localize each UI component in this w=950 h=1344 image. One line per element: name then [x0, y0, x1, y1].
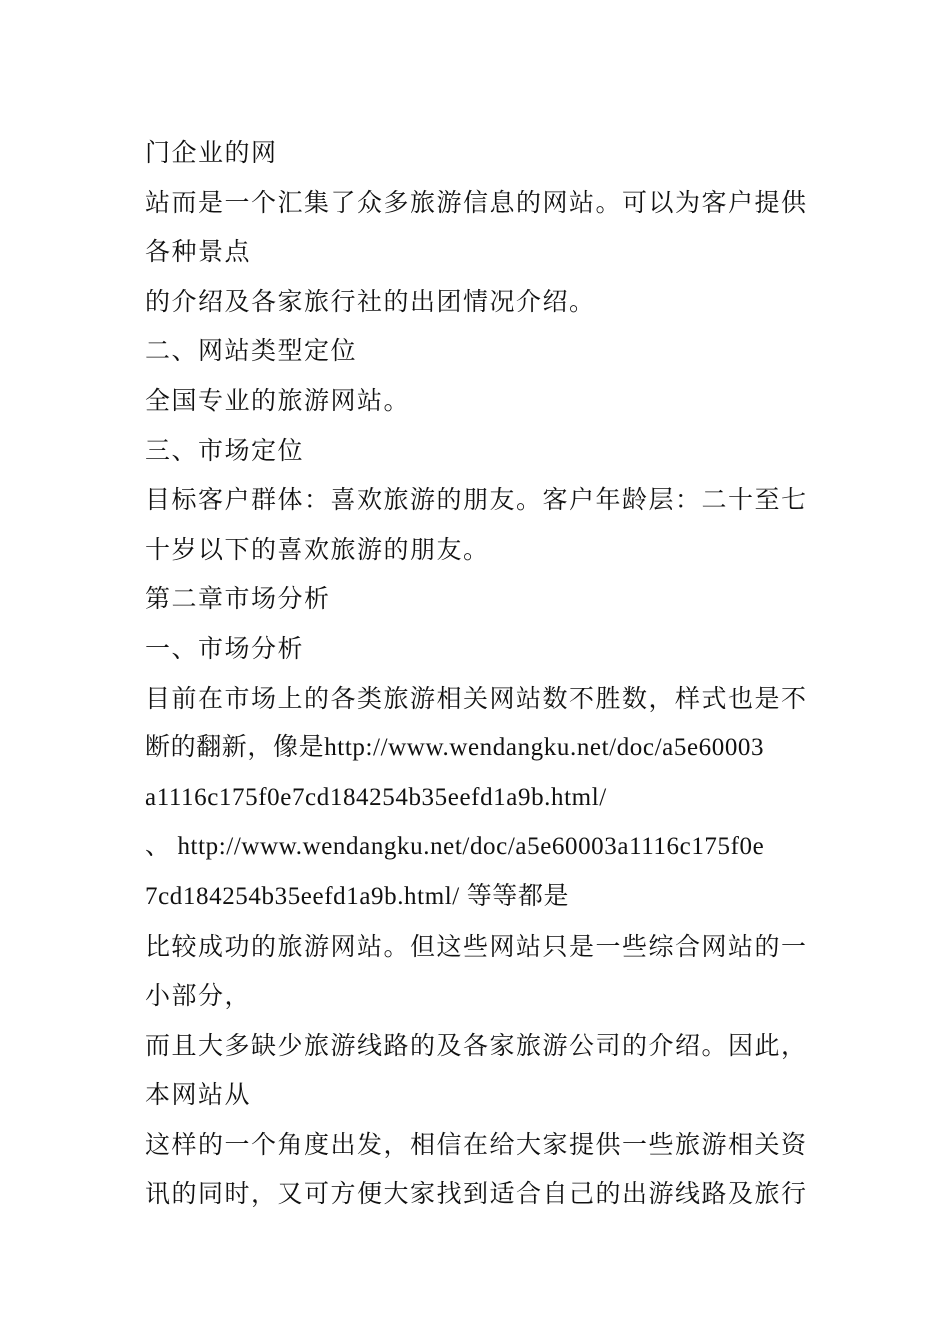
text-line: 而且大多缺少旅游线路的及各家旅游公司的介绍。因此，	[145, 1030, 808, 1060]
section-heading: 一、市场分析	[145, 633, 305, 663]
text-line-with-url: 断的翻新，像是http://www.wendangku.net/doc/a5e60003	[145, 734, 765, 762]
text-line: 目标客户群体：喜欢旅游的朋友。客户年龄层：二十至七	[145, 485, 808, 515]
text-line: 比较成功的旅游网站。但这些网站只是一些综合网站的一	[145, 931, 808, 961]
text-line: 各种景点	[145, 237, 252, 267]
text-line: 目前在市场上的各类旅游相关网站数不胜数，样式也是不	[145, 683, 808, 713]
text-line: 站而是一个汇集了众多旅游信息的网站。可以为客户提供	[145, 187, 808, 217]
chapter-heading: 第二章市场分析	[145, 584, 331, 614]
text-line: 小部分，	[145, 981, 252, 1011]
text-line: 讯的同时，又可方便大家找到适合自己的出游线路及旅行	[145, 1179, 808, 1209]
section-heading: 二、网站类型定位	[145, 336, 358, 366]
text-line: 这样的一个角度出发，相信在给大家提供一些旅游相关资	[145, 1129, 808, 1159]
document-body	[145, 128, 810, 1219]
text-line: 本网站从	[145, 1080, 252, 1110]
text-line: 全国专业的旅游网站。	[145, 385, 411, 415]
text-line: 门企业的网	[145, 138, 278, 167]
text-line: 的介绍及各家旅行社的出团情况介绍。	[145, 286, 596, 316]
url-text-line: 7cd184254b35eefd1a9b.html/ 等等都是	[145, 882, 570, 910]
url-text-line: a1116c175f0e7cd184254b35eefd1a9b.html/	[145, 783, 607, 811]
url-text-line: 、 http://www.wendangku.net/doc/a5e60003a1116c175f0e	[145, 833, 765, 861]
text-line: 十岁以下的喜欢旅游的朋友。	[145, 534, 490, 564]
section-heading: 三、市场定位	[145, 435, 305, 465]
